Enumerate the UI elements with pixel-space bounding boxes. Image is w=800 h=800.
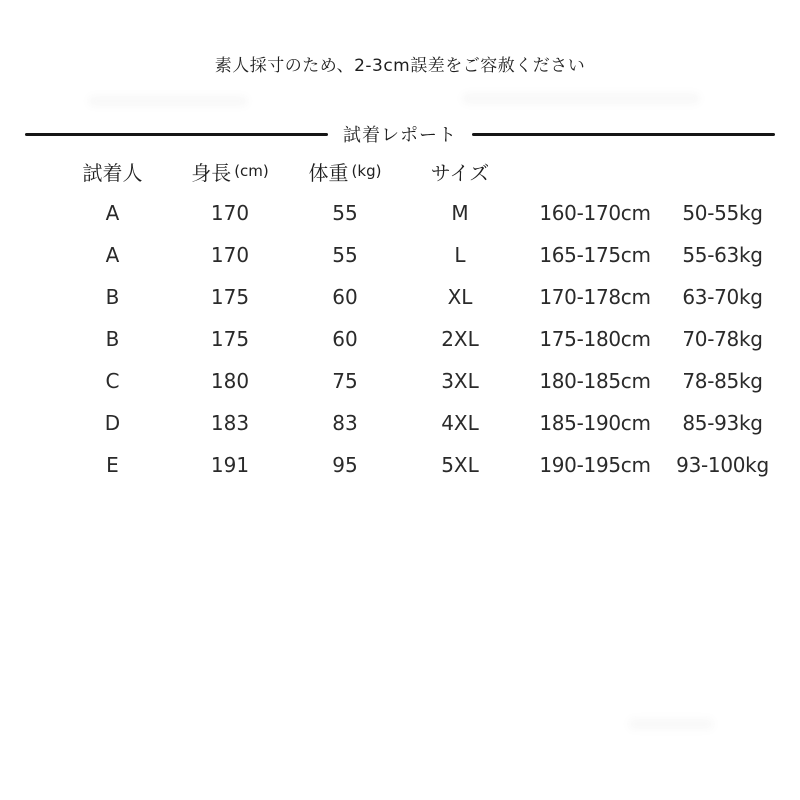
cell-height-range: 190-195cm [539, 453, 651, 477]
fitting-report-table [50, 150, 770, 486]
cell-weight: 95 [332, 453, 358, 477]
section-title: 試着レポート [343, 125, 457, 146]
column-header-empty [515, 150, 675, 192]
watermark-remnant [628, 718, 714, 730]
cell-size: L [454, 243, 466, 267]
watermark-remnant [462, 93, 700, 104]
cell-height: 183 [210, 411, 250, 435]
cell-weight-range: 50-55kg [682, 201, 763, 225]
cell-height-range: 165-175cm [539, 243, 651, 267]
cell-person: C [105, 369, 120, 393]
cell-height-range: 175-180cm [539, 327, 651, 351]
cell-weight: 60 [332, 327, 358, 351]
divider-line-right [472, 133, 775, 136]
cell-person: D [104, 411, 121, 435]
column-header-weight-label: 体重 [308, 160, 349, 185]
cell-height: 175 [210, 327, 250, 351]
column-header-empty [675, 150, 770, 192]
cell-weight-range: 93-100kg [676, 453, 769, 477]
cell-weight: 60 [332, 285, 358, 309]
cell-person: E [106, 453, 119, 477]
cell-height: 170 [210, 243, 250, 267]
cell-size: 3XL [441, 369, 479, 393]
divider-line-left [25, 133, 328, 136]
column-header-height-label: 身長 [191, 160, 232, 185]
cell-weight: 55 [332, 243, 358, 267]
cell-size: M [451, 201, 469, 225]
cell-height: 191 [210, 453, 250, 477]
column-header-weight [285, 150, 405, 192]
cell-weight-range: 78-85kg [682, 369, 763, 393]
column-header-height [175, 150, 285, 192]
cell-height: 175 [210, 285, 250, 309]
column-header-person: 試着人 [82, 160, 143, 185]
cell-weight: 83 [332, 411, 358, 435]
cell-height: 170 [210, 201, 250, 225]
cell-weight-range: 55-63kg [682, 243, 763, 267]
cell-weight-range: 85-93kg [682, 411, 763, 435]
column-header-size: サイズ [430, 160, 490, 185]
cell-height-range: 170-178cm [539, 285, 651, 309]
cell-height: 180 [210, 369, 250, 393]
cell-height-range: 160-170cm [539, 201, 651, 225]
section-divider [25, 123, 775, 145]
cell-height-range: 180-185cm [539, 369, 651, 393]
cell-person: B [105, 327, 120, 351]
cell-height-range: 185-190cm [539, 411, 651, 435]
cell-size: 2XL [441, 327, 479, 351]
watermark-remnant [88, 96, 248, 106]
cell-person: B [105, 285, 120, 309]
column-header-weight-unit: (kg) [351, 162, 382, 180]
measurement-note: 素人採寸のため、2-3cm誤差をご容赦ください [214, 56, 586, 76]
cell-weight: 75 [332, 369, 358, 393]
cell-person: A [105, 201, 120, 225]
cell-size: 5XL [441, 453, 479, 477]
cell-weight-range: 70-78kg [682, 327, 763, 351]
cell-size: 4XL [441, 411, 479, 435]
column-header-height-unit: (cm) [234, 162, 269, 180]
cell-size: XL [447, 285, 473, 309]
cell-weight-range: 63-70kg [682, 285, 763, 309]
cell-person: A [105, 243, 120, 267]
cell-weight: 55 [332, 201, 358, 225]
